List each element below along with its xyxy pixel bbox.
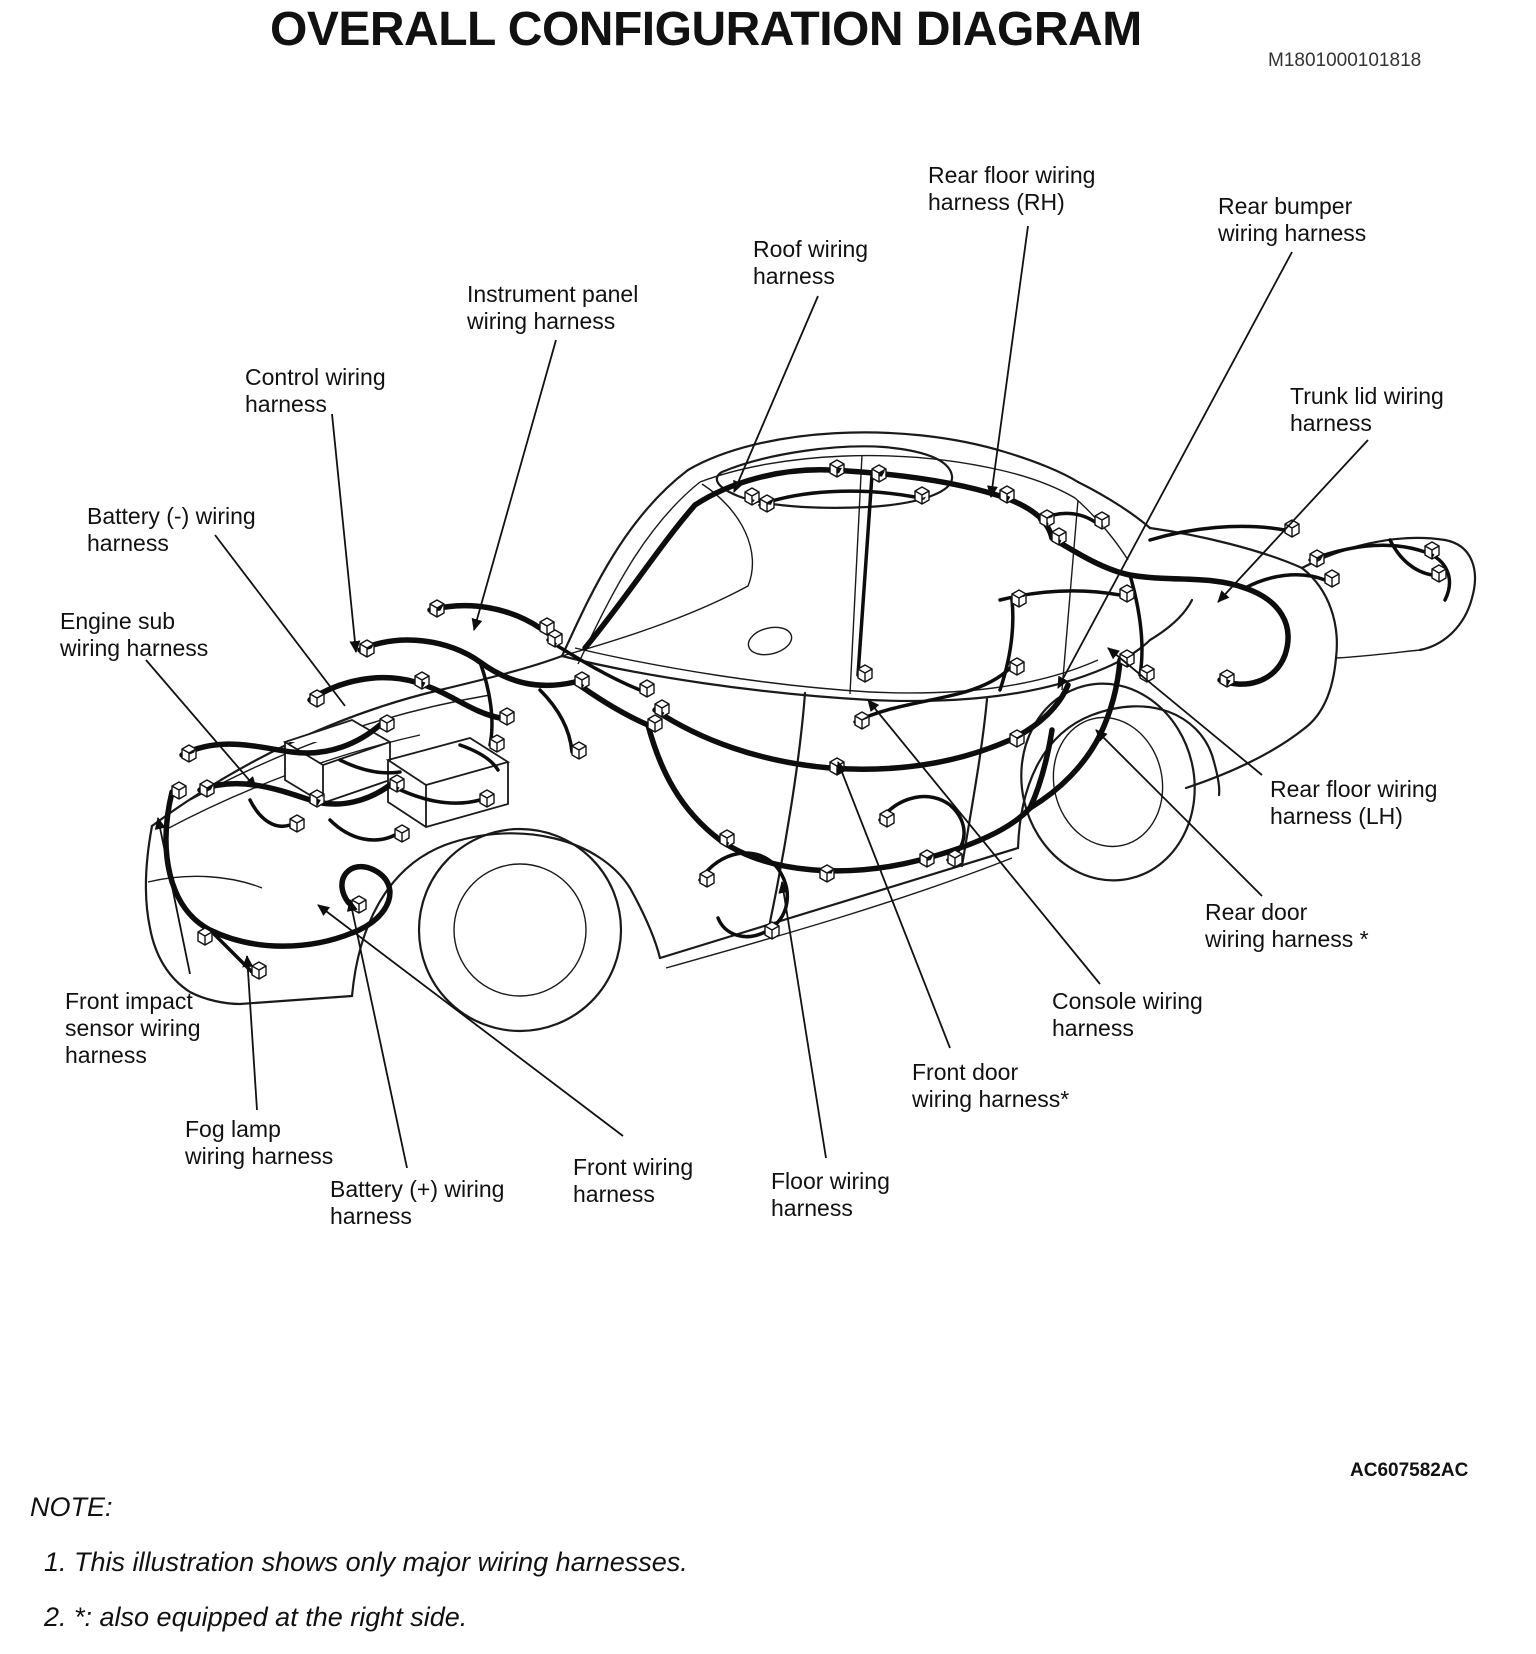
leader-rear-floor-rh (991, 226, 1028, 497)
label-engine-sub: Engine sub wiring harness (60, 608, 209, 661)
label-rear-bumper: Rear bumper wiring harness (1218, 193, 1367, 246)
leader-console (868, 700, 1100, 984)
connector-icon (198, 928, 212, 945)
leader-engine-sub (146, 660, 256, 788)
connector-icon (500, 708, 514, 725)
leader-trunk-lid (1218, 440, 1368, 602)
leader-instrument-panel (474, 340, 556, 630)
connector-icon (1095, 512, 1109, 529)
connector-icon (655, 700, 669, 717)
connector-icon (572, 742, 586, 759)
page-title: OVERALL CONFIGURATION DIAGRAM (270, 3, 1142, 56)
label-battery-plus: Battery (+) wiring harness (330, 1176, 505, 1229)
leader-control (332, 414, 356, 652)
connector-icon (1010, 658, 1024, 675)
label-rear-door: Rear door wiring harness * (1205, 899, 1369, 952)
connector-icon (290, 815, 304, 832)
connector-icon (920, 850, 934, 867)
connector-icon (1310, 550, 1324, 567)
connector-icon (380, 715, 394, 732)
label-front-door: Front door wiring harness* (912, 1059, 1070, 1112)
connector-icon (575, 672, 589, 689)
note-heading: NOTE: (30, 1492, 113, 1522)
label-console: Console wiring harness (1052, 988, 1203, 1041)
connector-icon (648, 715, 662, 732)
connector-icon (880, 810, 894, 827)
label-roof: Roof wiring harness (753, 236, 869, 289)
connector-icon (548, 630, 562, 647)
connector-icon (430, 600, 444, 617)
connector-icon (352, 896, 366, 913)
connector-icon (1432, 565, 1446, 582)
label-front-wiring: Front wiring harness (573, 1154, 694, 1207)
connector-icon (310, 690, 324, 707)
figure-code: AC607582AC (1350, 1460, 1469, 1481)
note-block (30, 1492, 688, 1633)
doc-code: M1801000101818 (1268, 50, 1422, 71)
connector-icon (1040, 510, 1054, 527)
connector-icon (820, 865, 834, 882)
connector-icon (830, 460, 844, 477)
label-floor-wiring: Floor wiring harness (771, 1168, 890, 1221)
connector-icon (310, 790, 324, 807)
connector-icon (415, 672, 429, 689)
connector-icon (915, 487, 929, 504)
note-item-2: 2. *: also equipped at the right side. (44, 1602, 468, 1632)
leader-rear-floor-lh (1108, 648, 1262, 775)
connector-icon (858, 665, 872, 682)
connector-icon (948, 850, 962, 867)
label-front-impact: Front impact sensor wiring harness (65, 988, 201, 1068)
leader-front-wiring (318, 905, 623, 1136)
connector-icon (700, 870, 714, 887)
leader-battery-plus (350, 900, 407, 1168)
connector-icon (200, 780, 214, 797)
connector-icon (1012, 590, 1026, 607)
connector-icon (1120, 585, 1134, 602)
connector-icon (182, 745, 196, 762)
label-trunk-lid: Trunk lid wiring harness (1290, 383, 1444, 436)
connector-icon (1000, 486, 1014, 503)
connector-icon (640, 680, 654, 697)
connector-icon (1052, 528, 1066, 545)
label-battery-neg: Battery (-) wiring harness (87, 503, 256, 556)
diagram-label-layer (59, 162, 1444, 1229)
connector-icon (1325, 570, 1339, 587)
connector-icon (1220, 670, 1234, 687)
connector-icon (855, 712, 869, 729)
leader-battery-neg (215, 535, 345, 706)
label-rear-floor-rh: Rear floor wiring harness (RH) (928, 162, 1096, 215)
connector-icon (360, 640, 374, 657)
connector-icon (1425, 542, 1439, 559)
leader-fog-lamp (247, 956, 257, 1110)
note-item-1: 1. This illustration shows only major wiring harnesses. (44, 1547, 688, 1577)
connector-icon (872, 465, 886, 482)
connector-icon (1010, 730, 1024, 747)
label-control: Control wiring harness (245, 364, 386, 417)
connector-icon (252, 962, 266, 979)
connector-icon (395, 825, 409, 842)
connector-icon (172, 782, 186, 799)
connector-icon (480, 790, 494, 807)
label-instrument-panel: Instrument panel wiring harness (467, 281, 639, 334)
connector-icon (765, 922, 779, 939)
connector-icon (745, 488, 759, 505)
connector-icon (390, 775, 404, 792)
connector-icon (760, 495, 774, 512)
connector-icon (490, 735, 504, 752)
connector-icon (720, 830, 734, 847)
label-rear-floor-lh: Rear floor wiring harness (LH) (1270, 776, 1438, 829)
label-fog-lamp: Fog lamp wiring harness (185, 1116, 334, 1169)
leader-front-impact (158, 818, 190, 974)
